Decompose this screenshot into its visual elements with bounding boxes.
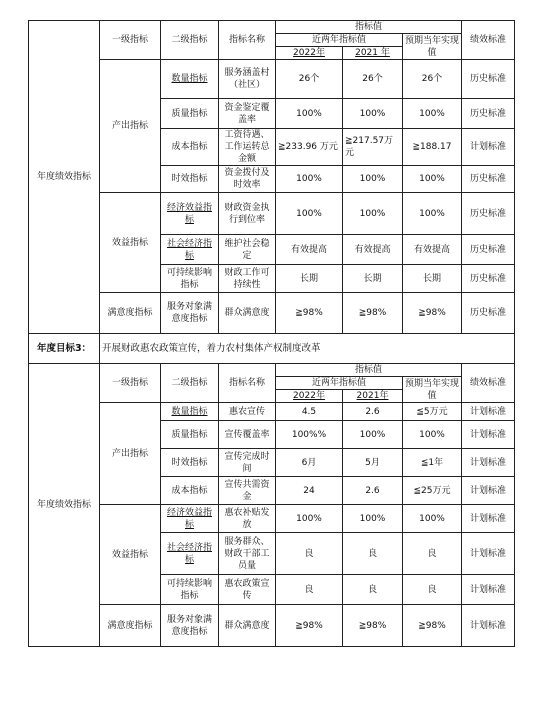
standard: 计划标准: [462, 533, 515, 575]
value-2022: 6月: [276, 449, 343, 477]
value-expected: 良: [403, 533, 462, 575]
header-recent: 近两年指标值: [276, 34, 403, 47]
header-level1: 一级指标: [100, 21, 161, 60]
value-2022: ≧98%: [276, 293, 343, 334]
value-2021: 100%: [343, 193, 403, 235]
header-recent: 近两年指标值: [276, 377, 403, 390]
value-expected: 100%: [403, 505, 462, 533]
l1-satisfaction: 满意度指标: [100, 293, 161, 334]
value-expected: ≧98%: [403, 293, 462, 334]
value-2022: 4.5: [276, 403, 343, 421]
indicator-name: 财政资金执行到位率: [219, 193, 276, 235]
indicator-name: 惠农补贴发放: [219, 505, 276, 533]
l2-label: 服务对象满意度指标: [161, 605, 219, 647]
header-value: 指标值: [276, 21, 462, 34]
indicator-name: 资金拨付及时效率: [219, 166, 276, 193]
header-value: 指标值: [276, 364, 462, 377]
value-2021: 良: [343, 575, 403, 605]
l2-label: 数量指标: [161, 403, 219, 421]
standard: 计划标准: [462, 605, 515, 647]
indicator-name: 维护社会稳定: [219, 235, 276, 265]
l1-effect: 效益指标: [100, 193, 161, 293]
value-expected: 100%: [403, 193, 462, 235]
header-expected: 预期当年实现值: [403, 377, 462, 403]
header-expected: 预期当年实现值: [403, 34, 462, 60]
standard: 历史标准: [462, 166, 515, 193]
header-year-b: 2021年: [343, 390, 403, 403]
l2-label: 数量指标: [161, 60, 219, 99]
value-2021: 100%: [343, 99, 403, 129]
standard: 计划标准: [462, 505, 515, 533]
value-2021: ≧98%: [343, 605, 403, 647]
value-2021: 100%: [343, 421, 403, 449]
header-standard: 绩效标准: [462, 364, 515, 403]
value-2021: 长期: [343, 265, 403, 293]
value-2022: 有效提高: [276, 235, 343, 265]
header-level2: 二级指标: [161, 364, 219, 403]
header-standard: 绩效标准: [462, 21, 515, 60]
indicator-name: 群众满意度: [219, 605, 276, 647]
value-2022: 24: [276, 477, 343, 505]
value-expected: ≦1年: [403, 449, 462, 477]
header-level1: 一级指标: [100, 364, 161, 403]
value-2022: 100%: [276, 193, 343, 235]
value-2022: 100%%: [276, 421, 343, 449]
header-year-a: 2022年: [276, 390, 343, 403]
standard: 计划标准: [462, 421, 515, 449]
block1-label: 年度绩效指标: [29, 21, 100, 334]
performance-table-page: [28, 20, 514, 647]
header-year-a: 2022年: [276, 47, 343, 60]
l2-label: 成本指标: [161, 129, 219, 166]
value-2022: ≧233.96 万元: [276, 129, 343, 166]
header-level2: 二级指标: [161, 21, 219, 60]
value-2022: 100%: [276, 99, 343, 129]
l2-label: 可持续影响指标: [161, 265, 219, 293]
header-name: 指标名称: [219, 364, 276, 403]
value-2022: 100%: [276, 505, 343, 533]
indicator-name: 工资待遇、工作运转总金额: [219, 129, 276, 166]
standard: 历史标准: [462, 60, 515, 99]
value-2021: 2.6: [343, 403, 403, 421]
goal3-label: 年度目标3：: [29, 334, 100, 364]
l1-output: 产出指标: [100, 403, 161, 505]
value-2021: 2.6: [343, 477, 403, 505]
value-2021: ≧217.57万元: [343, 129, 403, 166]
l2-label: 社会经济指标: [161, 533, 219, 575]
value-expected: ≦25万元: [403, 477, 462, 505]
standard: 计划标准: [462, 477, 515, 505]
l2-label: 质量指标: [161, 421, 219, 449]
standard: 历史标准: [462, 235, 515, 265]
value-expected: 100%: [403, 421, 462, 449]
value-2021: 5月: [343, 449, 403, 477]
indicator-name: 宣传完成时间: [219, 449, 276, 477]
l2-label: 可持续影响指标: [161, 575, 219, 605]
header-year-b: 2021 年: [343, 47, 403, 60]
block2-label: 年度绩效指标: [29, 364, 100, 647]
indicator-name: 服务群众、财政干部工员量: [219, 533, 276, 575]
l2-label: 时效指标: [161, 166, 219, 193]
standard: 计划标准: [462, 403, 515, 421]
indicator-name: 宣传覆盖率: [219, 421, 276, 449]
value-2021: 26个: [343, 60, 403, 99]
value-expected: ≧98%: [403, 605, 462, 647]
value-2022: 良: [276, 533, 343, 575]
value-expected: 100%: [403, 99, 462, 129]
standard: 历史标准: [462, 193, 515, 235]
value-2021: ≧98%: [343, 293, 403, 334]
value-2021: 良: [343, 533, 403, 575]
value-expected: 26个: [403, 60, 462, 99]
l2-label: 经济效益指标: [161, 193, 219, 235]
value-2021: 100%: [343, 166, 403, 193]
header-name: 指标名称: [219, 21, 276, 60]
value-expected: 良: [403, 575, 462, 605]
value-2021: 100%: [343, 505, 403, 533]
value-expected: 100%: [403, 166, 462, 193]
l2-label: 社会经济指标: [161, 235, 219, 265]
l2-label: 成本指标: [161, 477, 219, 505]
l2-label: 质量指标: [161, 99, 219, 129]
indicator-name: 宣传共需资金: [219, 477, 276, 505]
standard: 历史标准: [462, 99, 515, 129]
standard: 计划标准: [462, 129, 515, 166]
l1-effect: 效益指标: [100, 505, 161, 605]
value-2022: 26个: [276, 60, 343, 99]
value-expected: ≦5万元: [403, 403, 462, 421]
l2-label: 服务对象满意度指标: [161, 293, 219, 334]
goal3-text: 开展财政惠农政策宣传，着力农村集体产权制度改革: [100, 334, 515, 364]
l2-label: 经济效益指标: [161, 505, 219, 533]
indicator-name: 资金鉴定覆盖率: [219, 99, 276, 129]
l1-satisfaction: 满意度指标: [100, 605, 161, 647]
value-2022: 良: [276, 575, 343, 605]
standard: 历史标准: [462, 293, 515, 334]
l1-output: 产出指标: [100, 60, 161, 193]
l2-label: 时效指标: [161, 449, 219, 477]
indicator-name: 服务涵盖村（社区）: [219, 60, 276, 99]
standard: 历史标准: [462, 265, 515, 293]
indicator-name: 群众满意度: [219, 293, 276, 334]
indicator-name: 财政工作可持续性: [219, 265, 276, 293]
performance-indicator-table: [28, 20, 515, 647]
value-expected: 有效提高: [403, 235, 462, 265]
standard: 计划标准: [462, 449, 515, 477]
standard: 计划标准: [462, 575, 515, 605]
indicator-name: 惠农宣传: [219, 403, 276, 421]
value-2022: ≧98%: [276, 605, 343, 647]
value-2022: 长期: [276, 265, 343, 293]
indicator-name: 惠农政策宣传: [219, 575, 276, 605]
value-2022: 100%: [276, 166, 343, 193]
value-expected: 长期: [403, 265, 462, 293]
value-expected: ≧188.17: [403, 129, 462, 166]
value-2021: 有效提高: [343, 235, 403, 265]
